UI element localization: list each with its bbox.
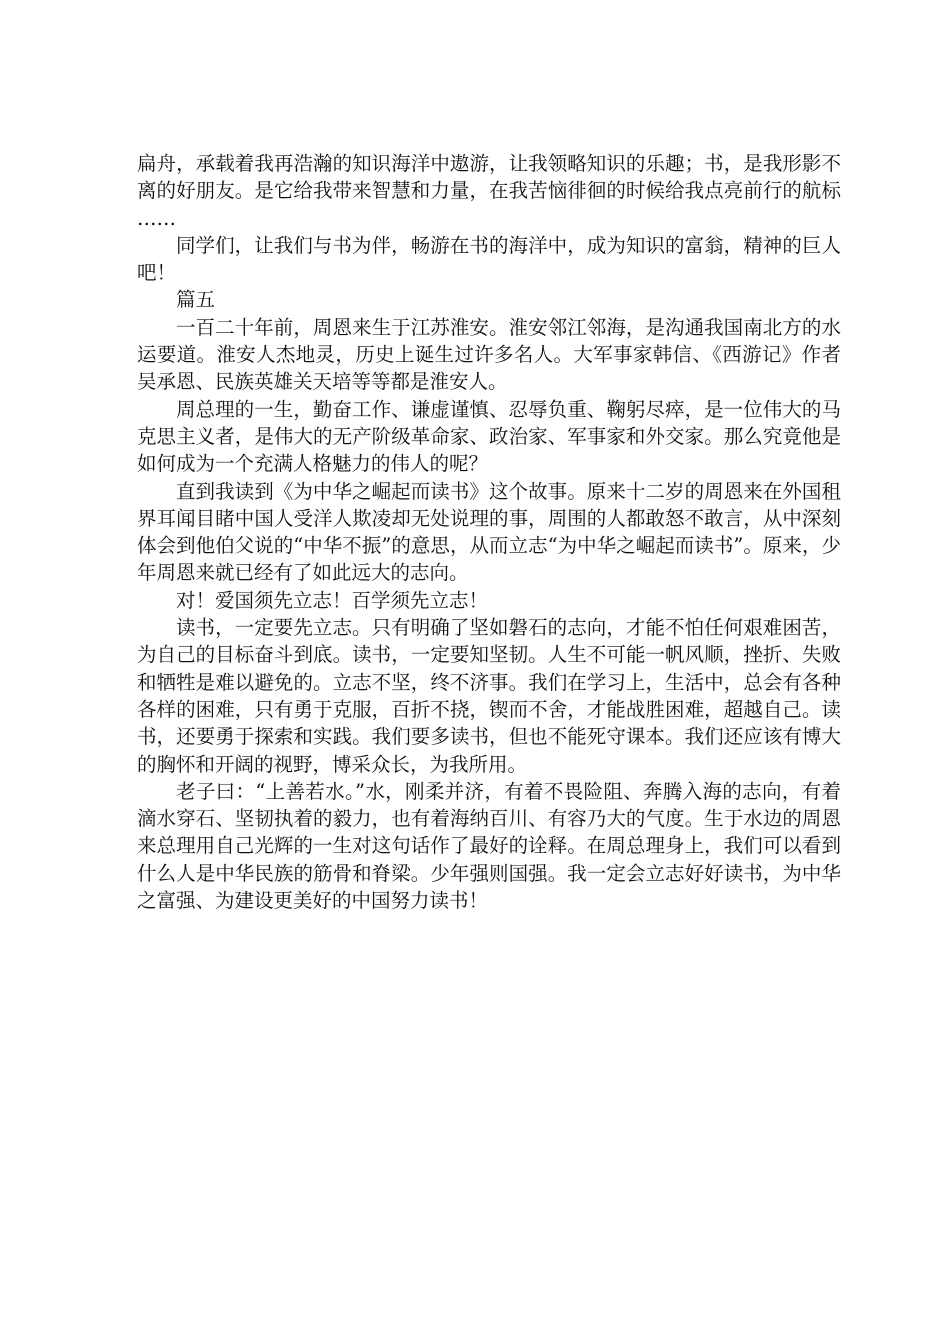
paragraph: 老子曰：“上善若水。”水，刚柔并济，有着不畏险阻、奔腾入海的志向，有着滴水穿石、坚韧执着的毅力，也有着海纳百川、有容乃大的气度。生于水边的周恩来总理用自己光辉的一生对这句话作了最好的诠释。在周总理身上，我们可以看到什么人是中华民族的筋骨和脊梁。少年强则国强。我一定会立志好好读书，为中华之富强、为建设更美好的中国努力读书！ <box>137 779 841 913</box>
body-text <box>137 150 841 914</box>
paragraph: 一百二十年前，周恩来生于江苏淮安。淮安邻江邻海，是沟通我国南北方的水运要道。淮安人杰地灵，历史上诞生过许多名人。大军事家韩信、《西游记》作者吴承恩、民族英雄关天培等等都是淮安人。 <box>137 315 841 394</box>
paragraph: 同学们，让我们与书为伴，畅游在书的海洋中，成为知识的富翁，精神的巨人吧！ <box>137 233 841 285</box>
paragraph: 对！爱国须先立志！百学须先立志！ <box>176 588 489 612</box>
paragraph: 直到我读到《为中华之崛起而读书》这个故事。原来十二岁的周恩来在外国租界耳闻目睹中国人受洋人欺凌却无处说理的事，周围的人都敢怒不敢言，从中深刻体会到他伯父说的“中华不振”的意思，从而立志“为中华之崛起而读书”。原来，少年周恩来就已经有了如此远大的志向。 <box>137 479 841 585</box>
paragraph: 周总理的一生，勤奋工作、谦虚谨慎、忍辱负重、鞠躬尽瘁，是一位伟大的马克思主义者，是伟大的无产阶级革命家、政治家、军事家和外交家。那么究竟他是如何成为一个充满人格魅力的伟人的呢？ <box>137 397 841 476</box>
paragraph: 读书，一定要先立志。只有明确了坚如磐石的志向，才能不怕任何艰难困苦，为自己的目标奋斗到底。读书，一定要知坚韧。人生不可能一帆风顺，挫折、失败和牺牲是难以避免的。立志不坚，终不济事。我们在学习上，生活中，总会有各种各样的困难，只有勇于克服，百折不挠，锲而不舍，才能战胜困难，超越自己。读书，还要勇于探索和实践。我们要多读书，但也不能死守课本。我们还应该有博大的胸怀和开阔的视野，博采众长，为我所用。 <box>137 616 841 776</box>
paragraph: 扁舟，承载着我再浩瀚的知识海洋中遨游，让我领略知识的乐趣；书，是我形影不离的好朋友。是它给我带来智慧和力量，在我苦恼徘徊的时候给我点亮前行的航标…… <box>137 152 841 230</box>
section-heading: 篇五 <box>176 288 216 312</box>
